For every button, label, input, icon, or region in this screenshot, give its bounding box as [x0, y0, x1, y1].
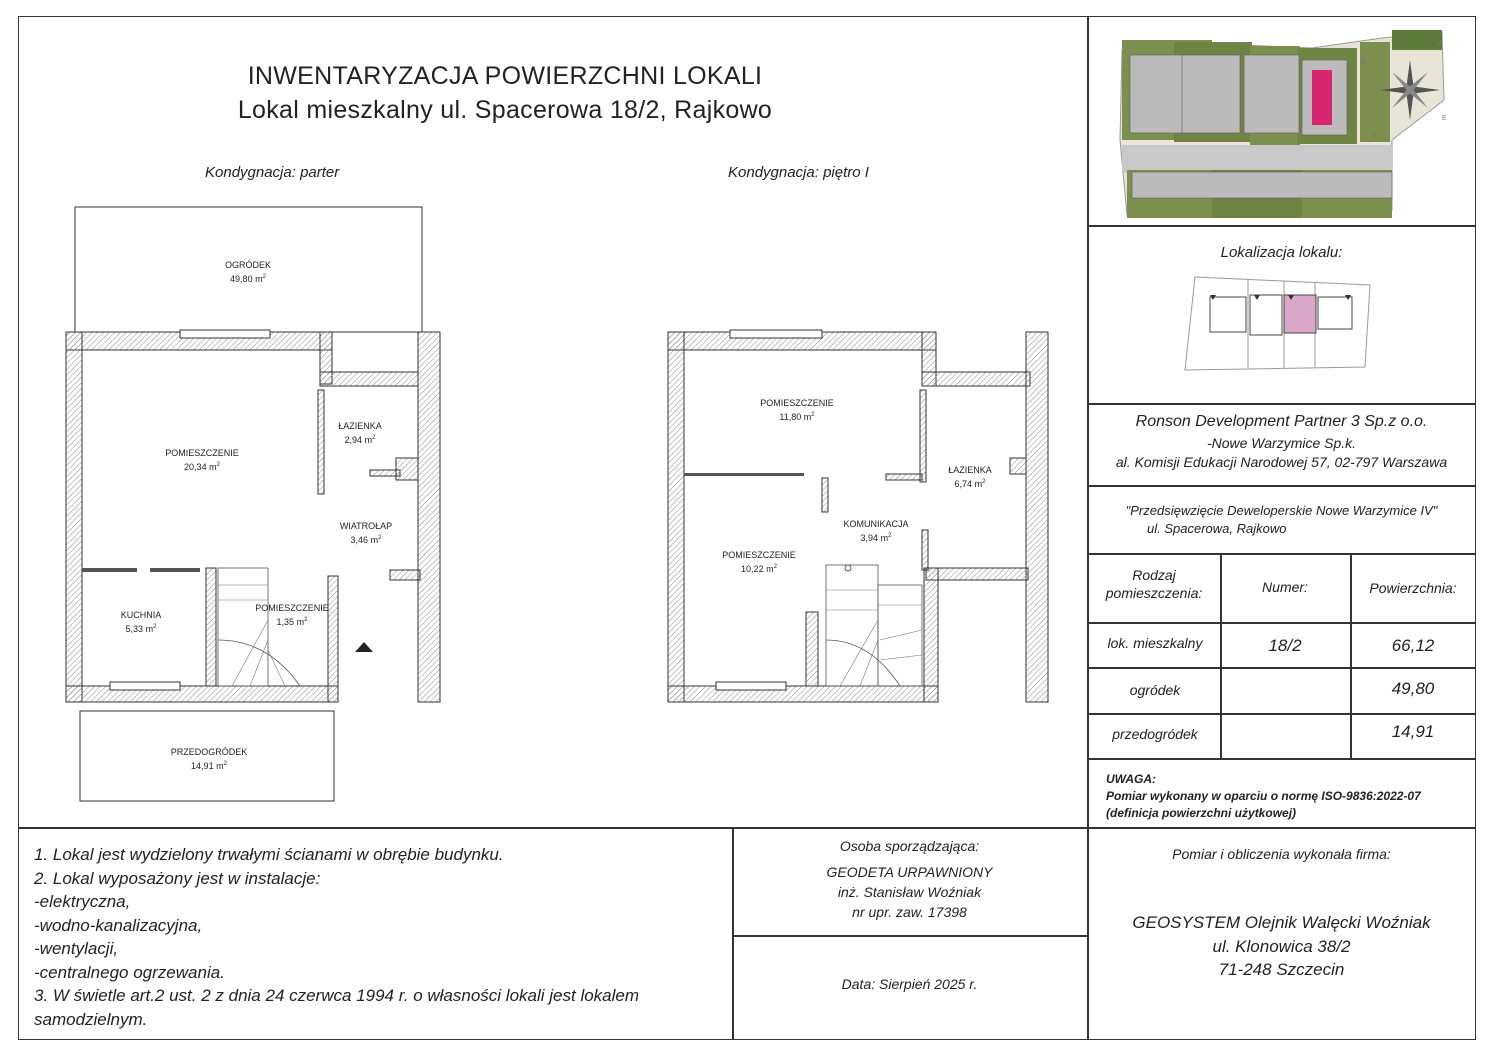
table-header-area: Powierzchnia:: [1369, 580, 1457, 596]
floor-label-upper: Kondygnacja: piętro I: [728, 164, 869, 181]
firm-city: 71-248 Szczecin: [1218, 960, 1345, 979]
table-row-1-type: lok. mieszkalny: [1107, 635, 1203, 651]
table-row-line-3: [1087, 713, 1476, 715]
remark-3: -elektryczna,: [34, 892, 131, 911]
project-name: "Przedsięwzięcie Deweloperskie Nowe Warzymice IV": [1125, 503, 1438, 518]
compass-e-label: E: [1442, 115, 1447, 122]
document-date: Data: Sierpień 2025 r.: [841, 976, 978, 992]
firm-name: GEOSYSTEM Olejnik Walęcki Woźniak: [1132, 913, 1431, 932]
table-row-1-area: 66,12: [1391, 636, 1435, 655]
room-przedogrodek: PRZEDOGRÓDEK 14,91 $m^2$: [170, 747, 248, 772]
right-divider-1: [1087, 225, 1476, 227]
room-lazienka-1: ŁAZIENKA 2,94 $m^2$: [338, 421, 382, 446]
compass-w-label: W: [1360, 59, 1367, 66]
right-divider-2: [1087, 403, 1476, 405]
upper-floor-walls: [668, 330, 1048, 702]
footer-col-divider-1: [732, 827, 734, 1040]
floor-label-ground: Kondygnacja: parter: [205, 164, 340, 181]
remark-8: samodzielnym.: [34, 1009, 148, 1029]
table-row-2-type: ogródek: [1129, 682, 1181, 698]
firm-street: ul. Klonowica 38/2: [1212, 937, 1351, 956]
document-title: INWENTARYZACJA POWIERZCHNI LOKALI: [247, 62, 763, 90]
note-line-2: (definicja powierzchni użytkowej): [1106, 806, 1297, 820]
room-lazienka-2: ŁAZIENKA 6,74 $m^2$: [948, 465, 992, 490]
author-name: inż. Stanisław Woźniak: [837, 884, 982, 900]
compass-s-label: S: [1372, 133, 1377, 140]
table-row-line-4: [1087, 758, 1476, 760]
table-header-number: Numer:: [1262, 579, 1308, 595]
table-row-3-type: przedogródek: [1112, 726, 1198, 742]
author-license: nr upr. zaw. 17398: [852, 904, 967, 920]
company-name: Ronson Development Partner 3 Sp.z o.o.: [1135, 413, 1428, 430]
remark-5: -wentylacji,: [34, 939, 119, 958]
note-title: UWAGA:: [1106, 772, 1156, 786]
ground-floor-walls: [66, 330, 440, 702]
unit-location-diagram: [1180, 275, 1380, 375]
remark-7: 3. W świetle art.2 ust. 2 z dnia 24 czerwca 1994 r. o własności lokali jest lokalem: [34, 986, 640, 1005]
room-komunikacja: KOMUNIKACJA 3,94 $m^2$: [843, 519, 909, 544]
author-label: Osoba sporządzająca:: [839, 838, 980, 854]
room-pomieszczenie-1: POMIESZCZENIE 20,34 $m^2$: [165, 448, 239, 473]
remark-1: 1. Lokal jest wydzielony trwałymi ścianami w obrębie budynku.: [34, 845, 504, 864]
remark-4: -wodno-kanalizacyjna,: [34, 915, 203, 935]
table-row-line-2: [1087, 667, 1476, 669]
room-pomieszczenie-4: POMIESZCZENIE 10,22 $m^2$: [722, 550, 796, 575]
room-pomieszczenie-2: POMIESZCZENIE 1,35 $m^2$: [255, 603, 329, 628]
author-title: GEODETA URPAWNIONY: [826, 864, 993, 880]
right-divider-3: [1087, 485, 1476, 487]
remark-2: 2. Lokal wyposażony jest w instalacje:: [34, 868, 321, 888]
location-label: Lokalizacja lokalu:: [1220, 244, 1343, 261]
site-plan-map: [1092, 20, 1472, 222]
remarks-list: [34, 843, 639, 1031]
room-pomieszczenie-3: POMIESZCZENIE 11,80 $m^2$: [760, 398, 834, 423]
room-wiatrolap: WIATROŁAP 3,46 $m^2$: [339, 521, 393, 546]
firm-label: Pomiar i obliczenia wykonała firma:: [1172, 846, 1391, 862]
company-address: al. Komisji Edukacji Narodowej 57, 02-797 Warszawa: [1115, 454, 1448, 470]
remark-6: -centralnego ogrzewania.: [34, 962, 225, 982]
table-header-type: Rodzaj pomieszczenia:: [1105, 567, 1203, 602]
table-row-2-area: 49,80: [1391, 679, 1435, 698]
table-row-line-1: [1087, 622, 1476, 624]
document-subtitle: Lokal mieszkalny ul. Spacerowa 18/2, Rajkowo: [237, 96, 773, 124]
room-kuchnia: KUCHNIA 5,33 $m^2$: [120, 610, 162, 635]
note-line-1: Pomiar wykonany w oparciu o normę ISO-9836:2022-07: [1106, 789, 1421, 803]
room-ogrodek: OGRÓDEK 49,80 $m^2$: [224, 260, 271, 285]
table-row-3-area: 14,91: [1391, 722, 1435, 741]
company-name-2: -Nowe Warzymice Sp.k.: [1206, 435, 1357, 451]
table-row-1-number: 18/2: [1268, 636, 1302, 655]
footer-author-date-divider: [732, 935, 1087, 937]
compass-n-label: N: [1437, 41, 1443, 48]
project-address: ul. Spacerowa, Rajkowo: [1147, 521, 1287, 536]
right-divider-4: [1087, 553, 1476, 555]
